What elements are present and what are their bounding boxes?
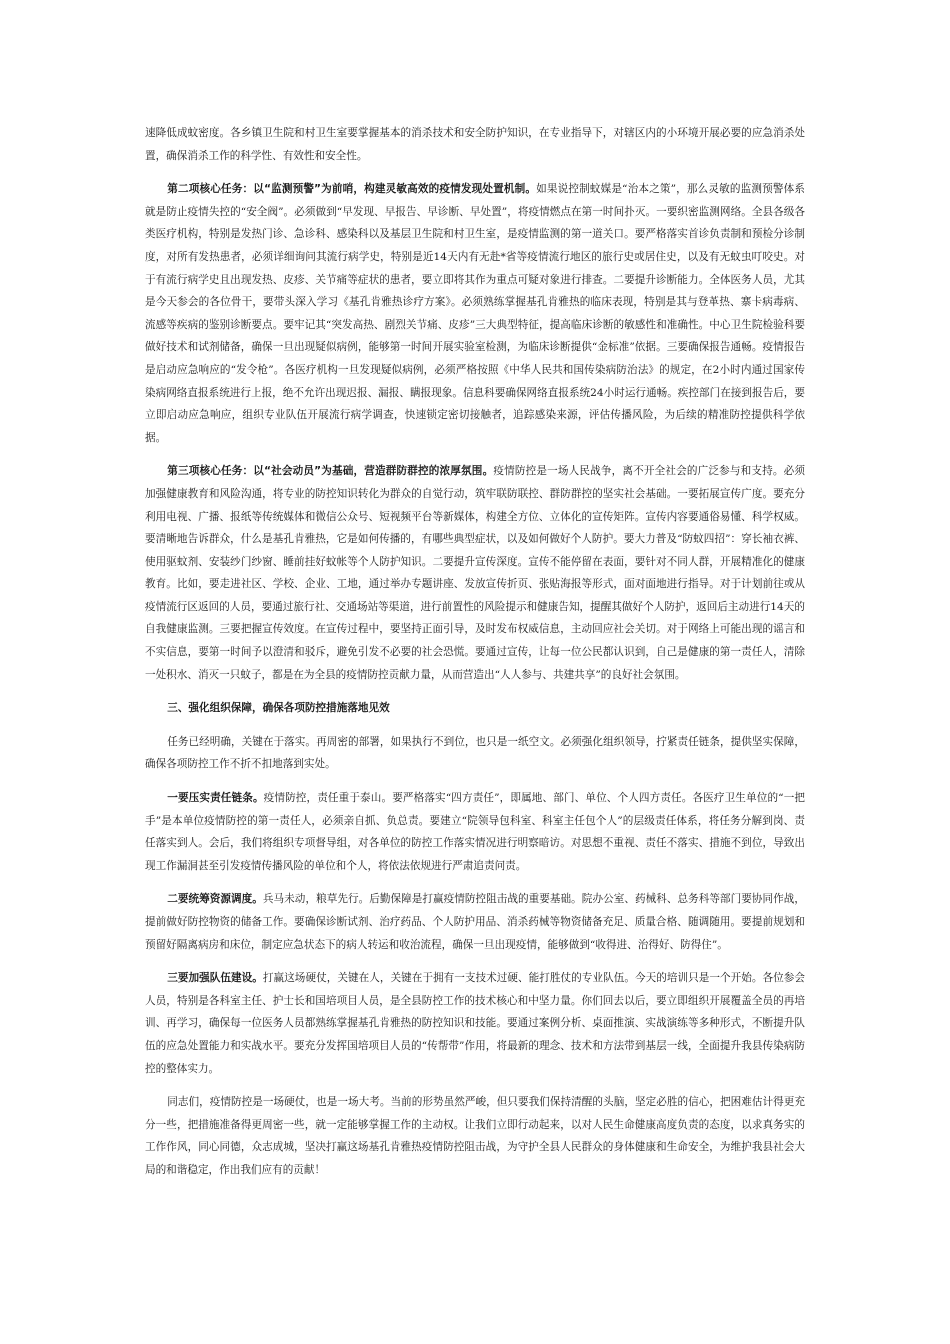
paragraph-3: 第三项核心任务：以“社会动员”为基础，营造群防群控的浓厚氛围。疫情防控是一场人民战争，离不开全社会的广泛参与和支持。必须加强健康教育和风险沟通，将专业的防控知识转化为群众的自觉行动，筑牢联防联控、群防群控的坚实社会基础。一要拓展宣传广度。要充分利用电视、广播、报纸等传统媒体和微信公众号、短视频平台等新媒体，构建全方位、立体化的宣传矩阵。宣传内容要通俗易懂、科学权威。要清晰地告诉群众，什么是基孔肯雅热，它是如何传播的，有哪些典型症状，以及如何做好个人防护。要大力普及“防蚊四招”：穿长袖衣裤、使用驱蚊剂、安装纱门纱窗、睡前挂好蚊帐等个人防护知识。二要提升宣传深度。宣传不能停留在表面，要针对不同人群，开展精准化的健康教育。比如，要走进社区、学校、企业、工地，通过举办专题讲座、发放宣传折页、张贴海报等形式，面对面地进行指导。对于计划前往或从疫情流行区返回的人员，要通过旅行社、交通场站等渠道，进行前置性的风险提示和健康告知，提醒其做好个人防护，返回后主动进行14天的自我健康监测。三要把握宣传效度。在宣传过程中，要坚持正面引导，及时发布权威信息，主动回应社会关切。对于网络上可能出现的谣言和不实信息，要第一时间予以澄清和驳斥，避免引发不必要的社会恐慌。要通过宣传，让每一位公民都认识到，自己是健康的第一责任人，清除一处积水、消灭一只蚊子，都是在为全县的疫情防控贡献力量，从而营造出“人人参与、共建共享”的良好社会氛围。 bbox=[145, 465, 805, 681]
paragraph-4: 任务已经明确，关键在于落实。再周密的部署，如果执行不到位，也只是一纸空文。必须强化组织领导，拧紧责任链条，提供坚实保障，确保各项防控工作不折不扣地落到实处。 bbox=[145, 735, 805, 771]
paragraph-8: 同志们，疫情防控是一场硬仗，也是一场大考。当前的形势虽然严峻，但只要我们保持清醒的头脑，坚定必胜的信心，把困难估计得更充分一些，把措施准备得更周密一些，就一定能够掌握工作的主动权。让我们立即行动起来，以对人民生命健康高度负责的态度，以求真务实的工作作风，同心同德，众志成城，坚决打赢这场基孔肯雅热疫情防控阻击战，为守护全县人民群众的身体健康和生命安全，为维护我县社会大局的和谐稳定，作出我们应有的贡献！ bbox=[145, 1096, 805, 1176]
paragraph-1: 速降低成蚊密度。各乡镇卫生院和村卫生室要掌握基本的消杀技术和安全防护知识，在专业指导下，对辖区内的小环境开展必要的应急消杀处置，确保消杀工作的科学性、有效性和安全性。 bbox=[145, 127, 805, 162]
section-heading: 三、强化组织保障，确保各项防控措施落地见效 bbox=[167, 702, 390, 715]
paragraph-5: 一要压实责任链条。疫情防控，责任重于泰山。要严格落实“四方责任”，即属地、部门、单位、个人四方责任。各医疗卫生单位的“一把手”是本单位疫情防控的第一责任人，必须亲自抓、负总责。要建立“院领导包科室、科室主任包个人”的层级责任体系，将任务分解到岗、责任落实到人。会后，我们将组织专项督导组，对各单位的防控工作落实情况进行明察暗访。对思想不重视、责任不落实、措施不到位，导致出现工作漏洞甚至引发疫情传播风险的单位和个人，将依法依规进行严肃追责问责。 bbox=[145, 792, 805, 872]
paragraph-7: 三要加强队伍建设。打赢这场硬仗，关键在人，关键在于拥有一支技术过硬、能打胜仗的专业队伍。今天的培训只是一个开始。各位参会人员，特别是各科室主任、护士长和国培项目人员，是全县防控工作的技术核心和中坚力量。你们回去以后，要立即组织开展覆盖全员的再培训、再学习，确保每一位医务人员都熟练掌握基孔肯雅热的防控知识和技能。要通过案例分析、桌面推演、实战演练等多种形式，不断提升队伍的应急处置能力和实战水平。要充分发挥国培项目人员的“传帮带”作用，将最新的理念、技术和方法带到基层一线，全面提升我县传染病防控的整体实力。 bbox=[145, 972, 805, 1075]
document-body bbox=[145, 122, 805, 1193]
paragraph-lead: 第二项核心任务：以“监测预警”为前哨，构建灵敏高效的疫情发现处置机制。 bbox=[167, 183, 537, 196]
paragraph-2: 第二项核心任务：以“监测预警”为前哨，构建灵敏高效的疫情发现处置机制。如果说控制蚊媒是“治本之策”，那么灵敏的监测预警体系就是防止疫情失控的“安全阀”。必须做到“早发现、早报告、早诊断、早处置”，将疫情燃点在第一时间扑灭。一要织密监测网络。全县各级各类医疗机构，特别是发热门诊、急诊科、感染科以及基层卫生院和村卫生室，是疫情监测的第一道关口。要严格落实首诊负责制和预检分诊制度，对所有发热患者，必须详细询问其流行病学史，特别是近14天内有无赴*省等疫情流行地区的旅行史或居住史，以及有无蚊虫叮咬史。对于有流行病学史且出现发热、皮疹、关节痛等症状的患者，要立即将其作为重点可疑对象进行排查。二要提升诊断能力。全体医务人员，尤其是今天参会的各位骨干，要带头深入学习《基孔肯雅热诊疗方案》。必须熟练掌握基孔肯雅热的临床表现，特别是其与登革热、寨卡病毒病、流感等疾病的鉴别诊断要点。要牢记其“突发高热、剧烈关节痛、皮疹”三大典型特征，提高临床诊断的敏感性和准确性。中心卫生院检验科要做好技术和试剂储备，确保一旦出现疑似病例，能够第一时间开展实验室检测，为临床诊断提供“金标准”依据。三要确保报告通畅。疫情报告是启动应急响应的“发令枪”。各医疗机构一旦发现疑似病例，必须严格按照《中华人民共和国传染病防治法》的规定，在2小时内通过国家传染病网络直报系统进行上报，绝不允许出现迟报、漏报、瞒报现象。信息科要确保网络直报系统24小时运行通畅。疾控部门在接到报告后，要立即启动应急响应，组织专业队伍开展流行病学调查，快速锁定密切接触者，追踪感染来源，评估传播风险，为后续的精准防控提供科学依据。 bbox=[145, 183, 805, 444]
paragraph-lead: 第三项核心任务：以“社会动员”为基础，营造群防群控的浓厚氛围。 bbox=[167, 465, 494, 478]
paragraph-lead: 二要统筹资源调度。 bbox=[167, 893, 263, 906]
paragraph-lead: 一要压实责任链条。 bbox=[167, 792, 264, 805]
paragraph-6: 二要统筹资源调度。兵马未动，粮草先行。后勤保障是打赢疫情防控阻击战的重要基础。院办公室、药械科、总务科等部门要协同作战，提前做好防控物资的储备工作。要确保诊断试剂、治疗药品、个人防护用品、消杀药械等物资储备充足、质量合格、随调随用。要提前规划和预留好隔离病房和床位，制定应急状态下的病人转运和收治流程，确保一旦出现疫情，能够做到“收得进、治得好、防得住”。 bbox=[145, 893, 805, 951]
paragraph-lead: 三要加强队伍建设。 bbox=[167, 972, 263, 985]
